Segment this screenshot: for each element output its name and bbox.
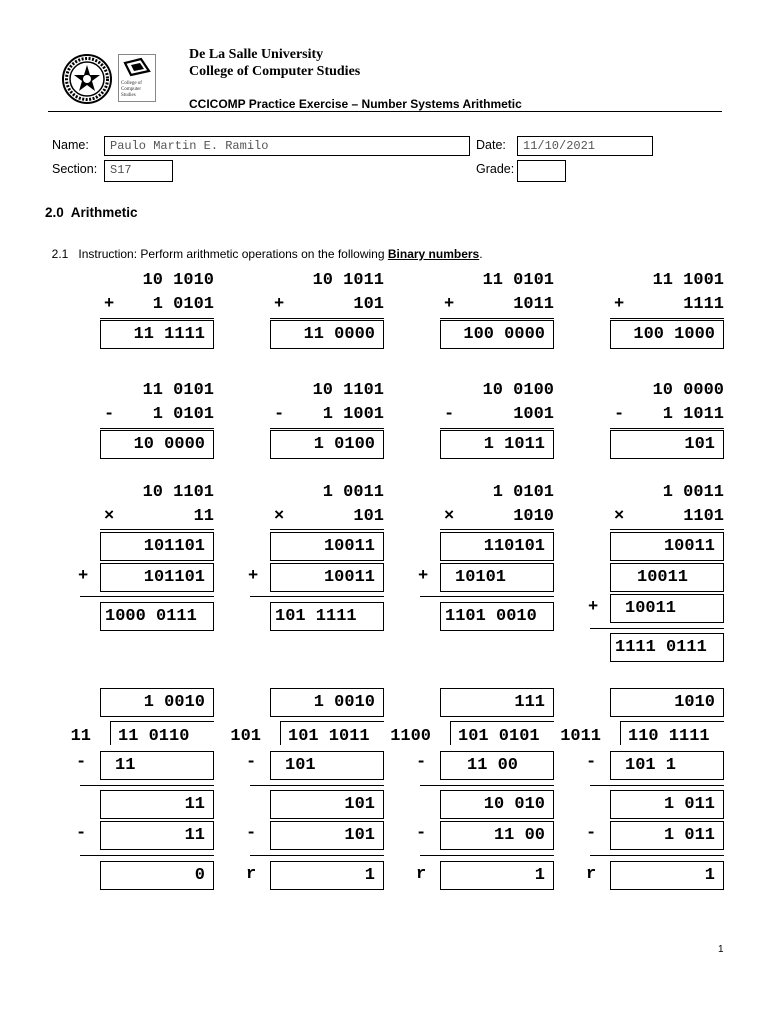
division-bracket [450,722,451,745]
step-line [80,785,214,786]
exercise-title: CCICOMP Practice Exercise – Number Systems Arithmetic [189,97,522,111]
product-answer-box[interactable]: 101 1111 [270,602,384,631]
partial-product-box[interactable]: 10101 [440,563,554,592]
remainder-step-box[interactable]: 101 [270,790,384,819]
multiplier: 11 [193,507,214,526]
operand-underline [270,318,384,319]
subtrahend: 1 0101 [152,405,214,424]
addend-top: 10 1011 [312,271,384,290]
step-line [420,855,554,856]
times-sign: × [104,507,115,526]
operand-underline [440,428,554,429]
header-divider [48,111,722,112]
partial-product-box[interactable]: 110101 [440,532,554,561]
subtract-step-box[interactable]: 11 [100,751,214,780]
division-bracket-top [450,721,554,722]
step-line [250,855,384,856]
addend-bottom: 1011 [513,295,554,314]
multiplicand: 10 1101 [142,483,214,502]
operand-underline [270,529,384,530]
difference-answer-box[interactable]: 101 [610,430,724,459]
minus-sign: - [274,405,285,424]
subtract-step-box[interactable]: 11 00 [440,751,554,780]
minus-sign: - [246,824,257,843]
times-sign: × [274,507,285,526]
operand-underline [610,529,724,530]
step-line [590,855,724,856]
subtract-step-box[interactable]: 101 [270,751,384,780]
addend-top: 11 0101 [482,271,554,290]
partial-product-box[interactable]: 10011 [270,563,384,592]
operand-underline [440,529,554,530]
instruction-number: 2.1 [51,247,69,261]
step-line [420,785,554,786]
product-answer-box[interactable]: 1111 0111 [610,633,724,662]
dividend: 101 1011 [288,727,370,746]
sum-line [250,596,384,597]
remainder-step-box[interactable]: 11 [100,790,214,819]
subtract-step-box[interactable]: 11 00 [440,821,554,850]
quotient-box[interactable]: 1010 [610,688,724,717]
sum-line [80,596,214,597]
sum-line [590,628,724,629]
sum-answer-box[interactable]: 11 0000 [270,320,384,349]
partial-product-box[interactable]: 10011 [270,532,384,561]
addend-top: 10 1010 [142,271,214,290]
quotient-box[interactable]: 1 0010 [100,688,214,717]
page-number: 1 [718,944,724,955]
remainder-label: r [416,865,427,884]
ccs-logo [118,54,156,102]
minuend: 11 0101 [142,381,214,400]
operand-underline [270,428,384,429]
partial-product-box[interactable]: 101101 [100,563,214,592]
difference-answer-box[interactable]: 10 0000 [100,430,214,459]
plus-sign: + [614,295,625,314]
divisor: 1011 [560,727,601,746]
operand-underline [100,428,214,429]
division-bracket [110,722,111,745]
minus-sign: - [246,753,257,772]
minus-sign: - [586,753,597,772]
minus-sign: - [444,405,455,424]
addend-bottom: 101 [353,295,384,314]
partial-product-box[interactable]: 10011 [610,563,724,592]
dividend: 110 1111 [628,727,710,746]
section-heading: 2.0 Arithmetic [45,205,138,220]
times-sign: × [614,507,625,526]
remainder-box[interactable]: 1 [610,861,724,890]
instruction-end: . [479,247,483,261]
university-name: De La Salle University [189,47,324,62]
multiplicand: 1 0011 [662,483,724,502]
operand-underline [100,318,214,319]
multiplicand: 1 0101 [492,483,554,502]
subtract-step-box[interactable]: 11 [100,821,214,850]
remainder-box[interactable]: 1 [270,861,384,890]
dividend: 11 0110 [118,727,190,746]
plus-sign: + [274,295,285,314]
remainder-box[interactable]: 0 [100,861,214,890]
multiplier: 101 [353,507,384,526]
subtract-step-box[interactable]: 101 1 [610,751,724,780]
subtract-step-box[interactable]: 101 [270,821,384,850]
minus-sign: - [416,753,427,772]
ccs-logo-text: College of Computer Studies [121,81,142,98]
plus-sign: + [248,567,259,586]
step-line [590,785,724,786]
grade-label: Grade: [476,162,515,176]
divisor: 101 [230,727,261,746]
sum-line [420,596,554,597]
dividend: 101 0101 [458,727,540,746]
addend-bottom: 1111 [683,295,724,314]
minus-sign: - [614,405,625,424]
name-field[interactable]: Paulo Martin E. Ramilo [104,136,470,156]
minuend: 10 0100 [482,381,554,400]
divisor: 1100 [390,727,431,746]
product-answer-box[interactable]: 1101 0010 [440,602,554,631]
minus-sign: - [586,824,597,843]
operand-underline [440,318,554,319]
instruction [45,233,483,261]
plus-sign: + [78,567,89,586]
times-sign: × [444,507,455,526]
partial-product-box[interactable]: 10011 [610,594,724,623]
sum-answer-box[interactable]: 11 1111 [100,320,214,349]
remainder-step-box[interactable]: 1 011 [610,790,724,819]
partial-product-box[interactable]: 10011 [610,532,724,561]
dlsu-seal [62,54,112,104]
addend-top: 11 1001 [652,271,724,290]
product-answer-box[interactable]: 1000 0111 [100,602,214,631]
college-name: College of Computer Studies [189,64,361,79]
subtrahend: 1 1011 [662,405,724,424]
date-field[interactable]: 11/10/2021 [517,136,653,156]
remainder-box[interactable]: 1 [440,861,554,890]
division-bracket [620,722,621,745]
divisor: 11 [70,727,91,746]
difference-answer-box[interactable]: 1 0100 [270,430,384,459]
division-bracket-top [110,721,214,722]
section-label: Section: [52,162,98,176]
multiplicand: 1 0011 [322,483,384,502]
step-line [80,855,214,856]
minus-sign: - [76,753,87,772]
division-bracket [280,722,281,745]
remainder-label: r [246,865,257,884]
date-label: Date: [476,138,506,152]
quotient-box[interactable]: 111 [440,688,554,717]
plus-sign: + [104,295,115,314]
minuend: 10 0000 [652,381,724,400]
plus-sign: + [588,598,599,617]
minuend: 10 1101 [312,381,384,400]
addend-bottom: 1 0101 [152,295,214,314]
plus-sign: + [444,295,455,314]
multiplier: 1101 [683,507,724,526]
minus-sign: - [416,824,427,843]
difference-answer-box[interactable]: 1 1011 [440,430,554,459]
plus-sign: + [418,567,429,586]
instruction-binary: Binary numbers [387,247,480,261]
subtrahend: 1 1001 [322,405,384,424]
operand-underline [610,428,724,429]
partial-product-box[interactable]: 101101 [100,532,214,561]
instruction-text: Instruction: Perform arithmetic operations on the following [78,247,388,261]
division-bracket-top [620,721,724,722]
sum-answer-box[interactable]: 100 0000 [440,320,554,349]
division-bracket-top [280,721,384,722]
sum-answer-box[interactable]: 100 1000 [610,320,724,349]
subtract-step-box[interactable]: 1 011 [610,821,724,850]
multiplier: 1010 [513,507,554,526]
minus-sign: - [104,405,115,424]
minus-sign: - [76,824,87,843]
quotient-box[interactable]: 1 0010 [270,688,384,717]
remainder-step-box[interactable]: 10 010 [440,790,554,819]
section-field[interactable]: S17 [104,160,173,182]
remainder-label: r [586,865,597,884]
step-line [250,785,384,786]
name-label: Name: [52,138,89,152]
grade-field[interactable] [517,160,566,182]
operand-underline [100,529,214,530]
subtrahend: 1001 [513,405,554,424]
operand-underline [610,318,724,319]
